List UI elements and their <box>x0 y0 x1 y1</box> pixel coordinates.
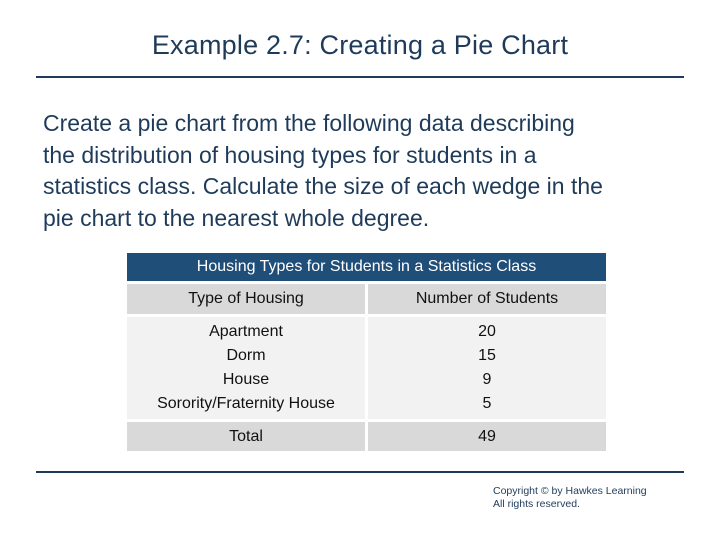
housing-type-house: House <box>222 371 270 388</box>
count-dorm: 15 <box>478 347 496 364</box>
instruction-line: statistics class. Calculate the size of each wedge in the <box>43 173 603 199</box>
slide-title: Example 2.7: Creating a Pie Chart <box>151 30 569 60</box>
count-sorority-fraternity: 5 <box>482 395 492 412</box>
header-number-of-students: Number of Students <box>367 283 607 316</box>
table-caption: Housing Types for Students in a Statistics Class <box>127 253 606 283</box>
housing-type-cell <box>127 316 367 421</box>
total-label: Total <box>127 421 367 452</box>
table-body-row <box>127 316 606 421</box>
table-total-row <box>127 421 606 452</box>
count-house: 9 <box>482 371 492 388</box>
footer-divider <box>36 471 684 473</box>
housing-table <box>127 253 606 451</box>
instruction-text <box>43 108 683 234</box>
instruction-line: pie chart to the nearest whole degree. <box>43 204 430 231</box>
total-value: 49 <box>367 421 607 452</box>
copyright-line: Copyright © by Hawkes Learning <box>493 485 647 497</box>
title-divider <box>36 76 684 78</box>
table-header-row <box>127 283 606 316</box>
housing-type-apartment: Apartment <box>209 323 283 340</box>
instruction-line: the distribution of housing types for students in a <box>43 141 537 168</box>
rights-line: All rights reserved. <box>493 498 580 510</box>
copyright-notice <box>493 485 647 511</box>
housing-type-sorority-fraternity: Sorority/Fraternity House <box>157 395 335 412</box>
housing-type-dorm: Dorm <box>226 347 266 364</box>
instruction-line: Create a pie chart from the following data describing <box>43 110 575 136</box>
student-count-cell <box>367 316 607 421</box>
count-apartment: 20 <box>478 323 496 340</box>
header-type-of-housing: Type of Housing <box>127 283 367 316</box>
